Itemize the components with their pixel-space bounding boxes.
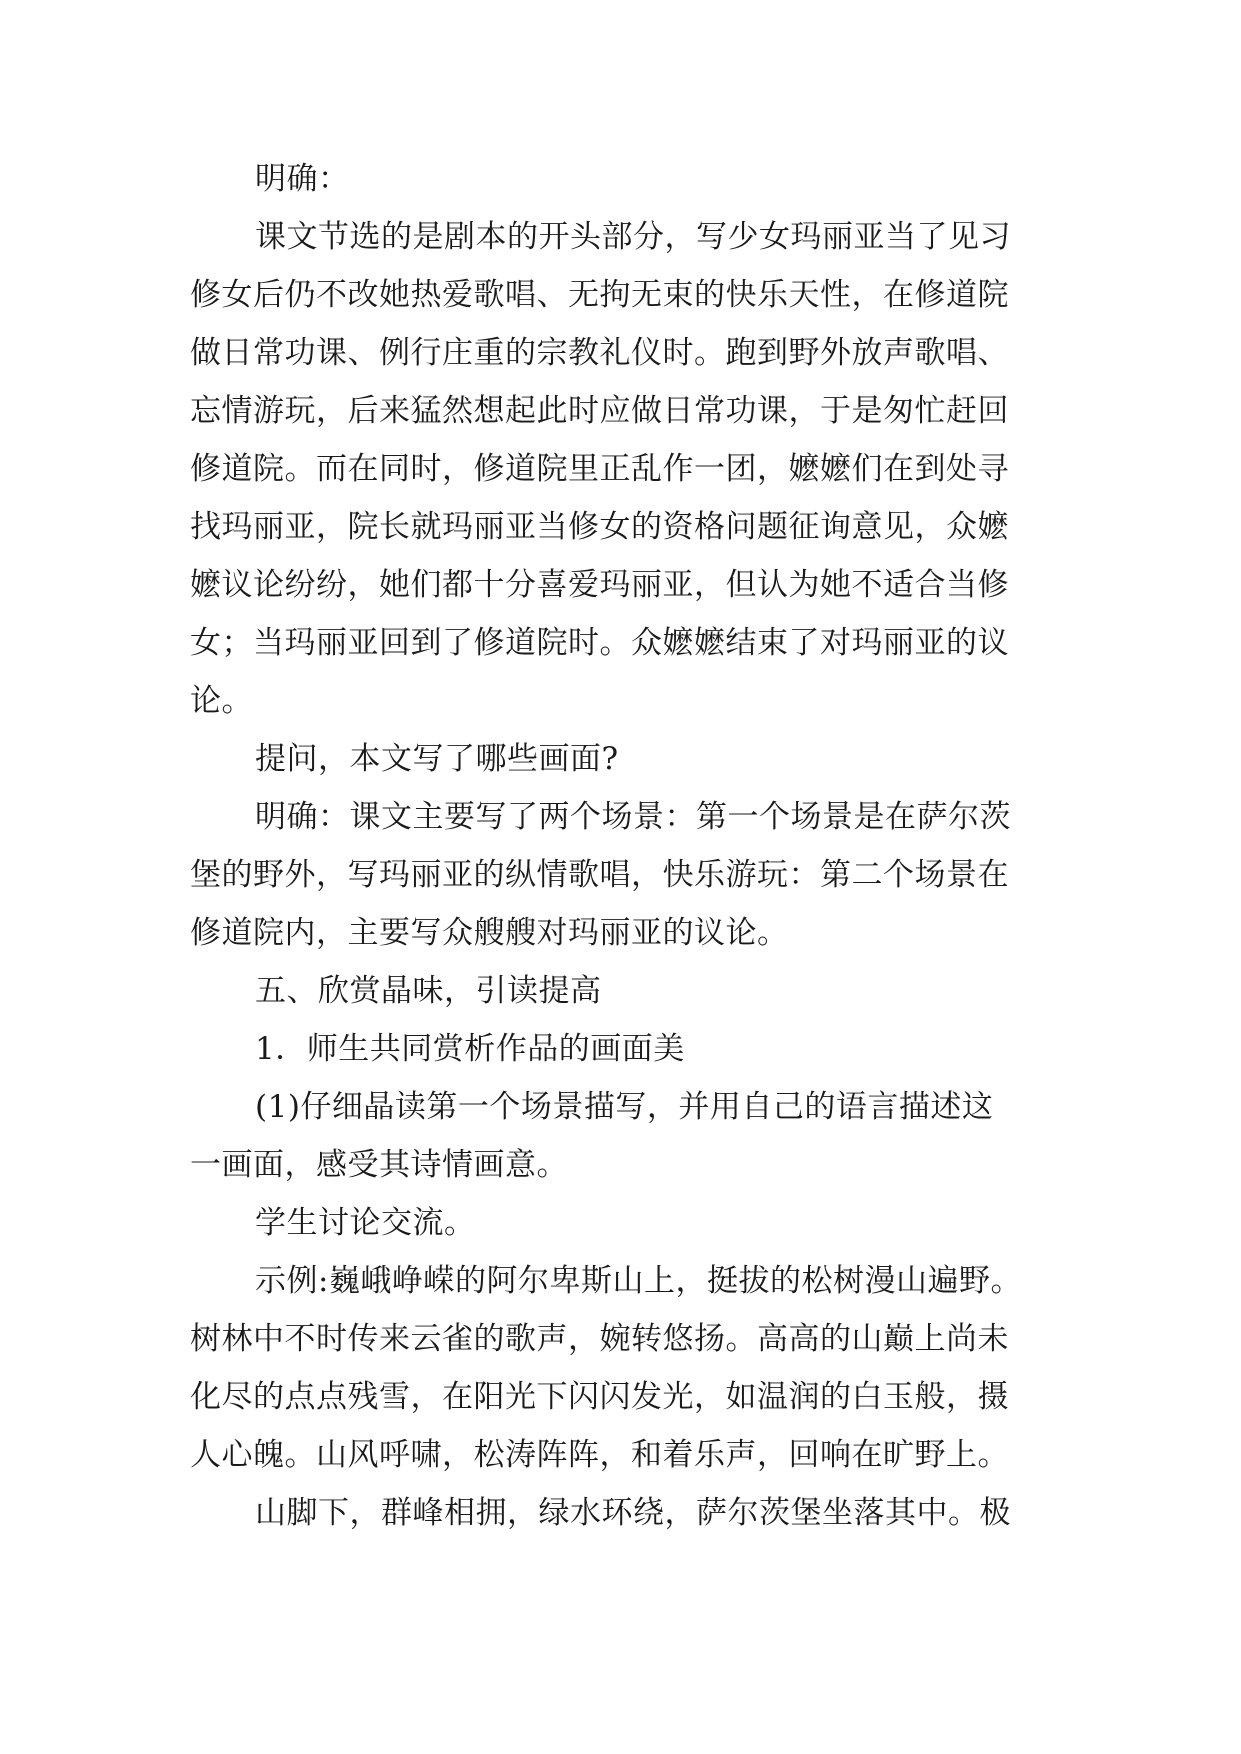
text-line: 修道院内，主要写众艘艘对玛丽亚的议论。 xyxy=(190,915,789,951)
text-line: 修道院。而在同时，修道院里正乱作一团，嬷嬷们在到处寻 xyxy=(190,451,1009,487)
text-line: 忘情游玩，后来猛然想起此时应做日常功课，于是匆忙赶回 xyxy=(190,393,1009,429)
text-line: 学生讨论交流。 xyxy=(255,1205,476,1241)
text-line: (1)仔细晶读第一个场景描写，并用自己的语言描述这 xyxy=(255,1089,994,1125)
text-line: 树林中不时传来云雀的歌声，婉转悠扬。高高的山巅上尚未 xyxy=(190,1321,1009,1357)
text-line: 课文节选的是剧本的开头部分，写少女玛丽亚当了见习 xyxy=(255,219,1011,255)
text-line: 找玛丽亚，院长就玛丽亚当修女的资格问题征询意见，众嬷 xyxy=(190,509,1009,545)
text-line: 一画面，感受其诗情画意。 xyxy=(190,1147,568,1183)
text-line: 堡的野外，写玛丽亚的纵情歌唱，快乐游玩：第二个场景在 xyxy=(190,857,1009,893)
subsection-heading: 1．师生共同赏析作品的画面美 xyxy=(255,1031,685,1067)
text-line: 山脚下，群峰相拥，绿水环绕，萨尔茨堡坐落其中。极 xyxy=(255,1495,1011,1531)
text-line: 女；当玛丽亚回到了修道院时。众嬷嬷结束了对玛丽亚的议 xyxy=(190,625,1009,661)
section-heading: 五、欣赏晶味，引读提高 xyxy=(255,973,602,1009)
document-body xyxy=(190,150,1070,1542)
text-line: 做日常功课、例行庄重的宗教礼仪时。跑到野外放声歌唱、 xyxy=(190,335,1009,371)
text-line: 人心魄。山风呼啸，松涛阵阵，和着乐声，回响在旷野上。 xyxy=(190,1437,1009,1473)
text-line: 提问，本文写了哪些画面? xyxy=(255,741,619,777)
text-line: 化尽的点点残雪，在阳光下闪闪发光，如温润的白玉般，摄 xyxy=(190,1379,1009,1415)
text-line: 论。 xyxy=(190,683,253,719)
text-line: 嬷议论纷纷，她们都十分喜爱玛丽亚，但认为她不适合当修 xyxy=(190,567,1009,603)
text-line: 明确： xyxy=(255,161,350,197)
text-line: 明确：课文主要写了两个场景：第一个场景是在萨尔茨 xyxy=(255,799,1011,835)
text-line: 修女后仍不改她热爱歌唱、无拘无束的快乐天性，在修道院 xyxy=(190,277,1009,313)
text-line: 示例:巍峨峥嵘的阿尔卑斯山上，挺拔的松树漫山遍野。 xyxy=(255,1263,1022,1299)
